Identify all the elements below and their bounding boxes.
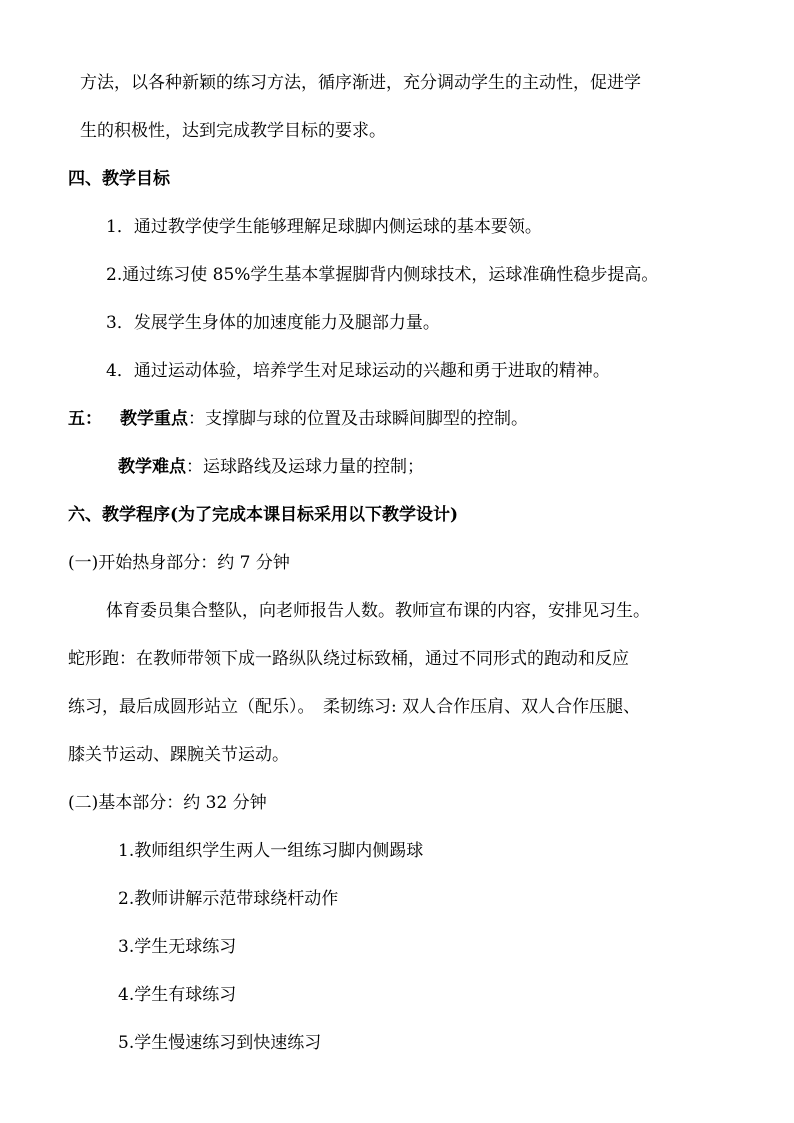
paragraph-line: 方法，以各种新颖的练习方法，循序渐进，充分调动学生的主动性，促进学 bbox=[80, 73, 641, 93]
list-item: 2.通过练习使 85%学生基本掌握脚背内侧球技术，运球准确性稳步提高。 bbox=[106, 265, 659, 285]
paragraph-line: 生的积极性，达到完成教学目标的要求。 bbox=[80, 121, 386, 141]
list-item: 3.学生无球练习 bbox=[118, 937, 237, 957]
subsection-heading: (二)基本部分：约 32 分钟 bbox=[68, 793, 267, 813]
paragraph-line: 膝关节运动、踝腕关节运动。 bbox=[68, 745, 289, 765]
list-item: 5.学生慢速练习到快速练习 bbox=[118, 1033, 322, 1053]
difficulty-label: 教学难点 bbox=[118, 457, 186, 477]
paragraph-line: 练习，最后成圆形站立（配乐）。 柔韧练习: 双人合作压肩、双人合作压腿、 bbox=[68, 697, 641, 717]
key-points-line bbox=[68, 408, 528, 430]
difficulty-text: ：运球路线及运球力量的控制； bbox=[186, 457, 424, 477]
list-item: 4．通过运动体验，培养学生对足球运动的兴趣和勇于进取的精神。 bbox=[106, 361, 610, 381]
list-item: 1.教师组织学生两人一组练习脚内侧踢球 bbox=[118, 841, 424, 861]
paragraph-line: 体育委员集合整队，向老师报告人数。教师宣布课的内容，安排见习生。 bbox=[106, 601, 650, 621]
section-number: 五： bbox=[68, 409, 102, 429]
difficulty-line bbox=[118, 456, 424, 478]
key-points-text: ：支撑脚与球的位置及击球瞬间脚型的控制。 bbox=[188, 409, 528, 429]
subsection-heading: (一)开始热身部分：约 7 分钟 bbox=[68, 553, 290, 573]
list-item: 2.教师讲解示范带球绕杆动作 bbox=[118, 889, 339, 909]
key-points-label: 教学重点 bbox=[120, 409, 188, 429]
paragraph-line: 蛇形跑：在教师带领下成一路纵队绕过标致桶，通过不同形式的跑动和反应 bbox=[68, 649, 629, 669]
list-item: 4.学生有球练习 bbox=[118, 985, 237, 1005]
list-item: 3．发展学生身体的加速度能力及腿部力量。 bbox=[106, 313, 440, 333]
section-heading: 四、教学目标 bbox=[68, 169, 170, 189]
list-item: 1．通过教学使学生能够理解足球脚内侧运球的基本要领。 bbox=[106, 217, 542, 237]
section-heading: 六、教学程序(为了完成本课目标采用以下教学设计) bbox=[68, 505, 459, 525]
